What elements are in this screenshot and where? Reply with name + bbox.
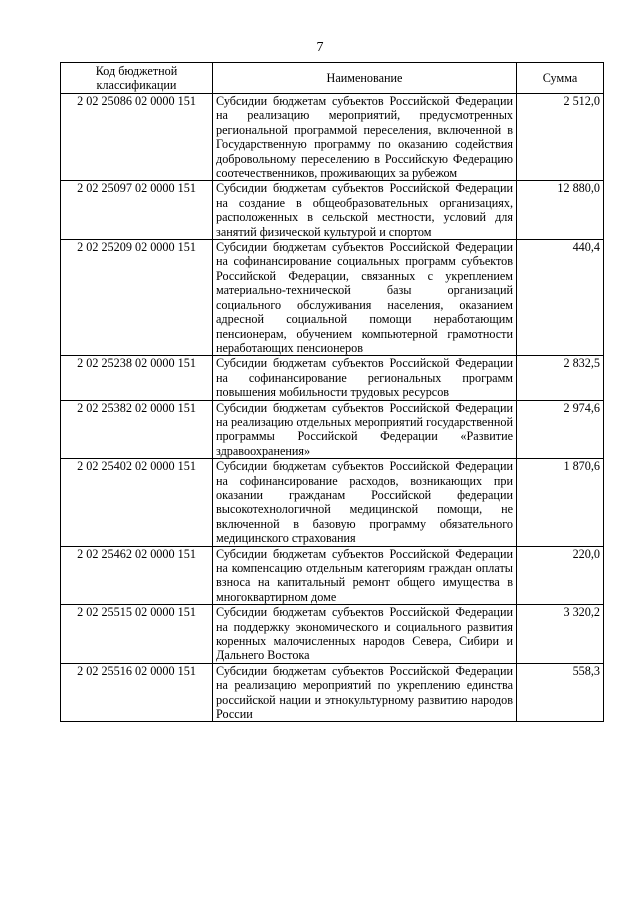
header-row <box>61 63 604 94</box>
row-name: Субсидии бюджетам субъектов Российской Федерации на софинансирование региональных программ повышения мобильности трудовых ресурсов <box>213 356 517 400</box>
row-sum: 1 870,6 <box>517 459 604 546</box>
row-code: 2 02 25086 02 0000 151 <box>61 94 213 181</box>
row-sum: 220,0 <box>517 546 604 605</box>
header-code: Код бюджетной классификации <box>61 63 213 94</box>
row-sum: 2 512,0 <box>517 94 604 181</box>
row-sum: 558,3 <box>517 663 604 722</box>
row-sum: 440,4 <box>517 240 604 356</box>
table-row <box>61 240 604 356</box>
row-sum: 2 832,5 <box>517 356 604 400</box>
row-code: 2 02 25097 02 0000 151 <box>61 181 213 240</box>
row-sum: 12 880,0 <box>517 181 604 240</box>
table-row <box>61 459 604 546</box>
table-header <box>61 63 604 94</box>
row-code: 2 02 25209 02 0000 151 <box>61 240 213 356</box>
row-name: Субсидии бюджетам субъектов Российской Федерации на реализацию отдельных мероприятий государственной программы Российской Федерации «Развитие здравоохранения» <box>213 400 517 459</box>
table-row <box>61 605 604 664</box>
row-code: 2 02 25238 02 0000 151 <box>61 356 213 400</box>
row-sum: 3 320,2 <box>517 605 604 664</box>
row-name: Субсидии бюджетам субъектов Российской Федерации на реализацию мероприятий, предусмотренных региональной программой переселения, включенной в Государственную программу по оказанию содействия добровольному переселению в Российскую Федерацию соотечественников, проживающих за рубежом <box>213 94 517 181</box>
row-code: 2 02 25382 02 0000 151 <box>61 400 213 459</box>
header-name: Наименование <box>213 63 517 94</box>
header-sum: Сумма <box>517 63 604 94</box>
row-name: Субсидии бюджетам субъектов Российской Федерации на софинансирование расходов, возникающих при оказании гражданам Российской федерации высокотехнологичной медицинской помощи, не включенной в базовую программу обязательного медицинского страхования <box>213 459 517 546</box>
table-row <box>61 546 604 605</box>
table-row <box>61 181 604 240</box>
table-row <box>61 400 604 459</box>
row-name: Субсидии бюджетам субъектов Российской Федерации на реализацию мероприятий по укреплению единства российской нации и этнокультурному развитию народов России <box>213 663 517 722</box>
row-name: Субсидии бюджетам субъектов Российской Федерации на создание в общеобразовательных организациях, расположенных в сельской местности, условий для занятий физической культурой и спортом <box>213 181 517 240</box>
table-row <box>61 356 604 400</box>
row-code: 2 02 25402 02 0000 151 <box>61 459 213 546</box>
row-sum: 2 974,6 <box>517 400 604 459</box>
page-number: 7 <box>316 40 324 55</box>
table-row <box>61 94 604 181</box>
row-name: Субсидии бюджетам субъектов Российской Федерации на компенсацию отдельным категориям граждан оплаты взноса на капитальный ремонт общего имущества в многоквартирном доме <box>213 546 517 605</box>
row-name: Субсидии бюджетам субъектов Российской Федерации на софинансирование социальных программ субъектов Российской Федерации, связанных с укреплением материально-технической базы организаций социального обслуживания населения, оказанием адресной социальной помощи неработающим пенсионерам, обучением компьютерной грамотности неработающих пенсионеров <box>213 240 517 356</box>
row-name: Субсидии бюджетам субъектов Российской Федерации на поддержку экономического и социального развития коренных малочисленных народов Севера, Сибири и Дальнего Востока <box>213 605 517 664</box>
table-body <box>61 94 604 722</box>
table-row <box>61 663 604 722</box>
row-code: 2 02 25516 02 0000 151 <box>61 663 213 722</box>
budget-table <box>60 62 604 722</box>
row-code: 2 02 25462 02 0000 151 <box>61 546 213 605</box>
row-code: 2 02 25515 02 0000 151 <box>61 605 213 664</box>
